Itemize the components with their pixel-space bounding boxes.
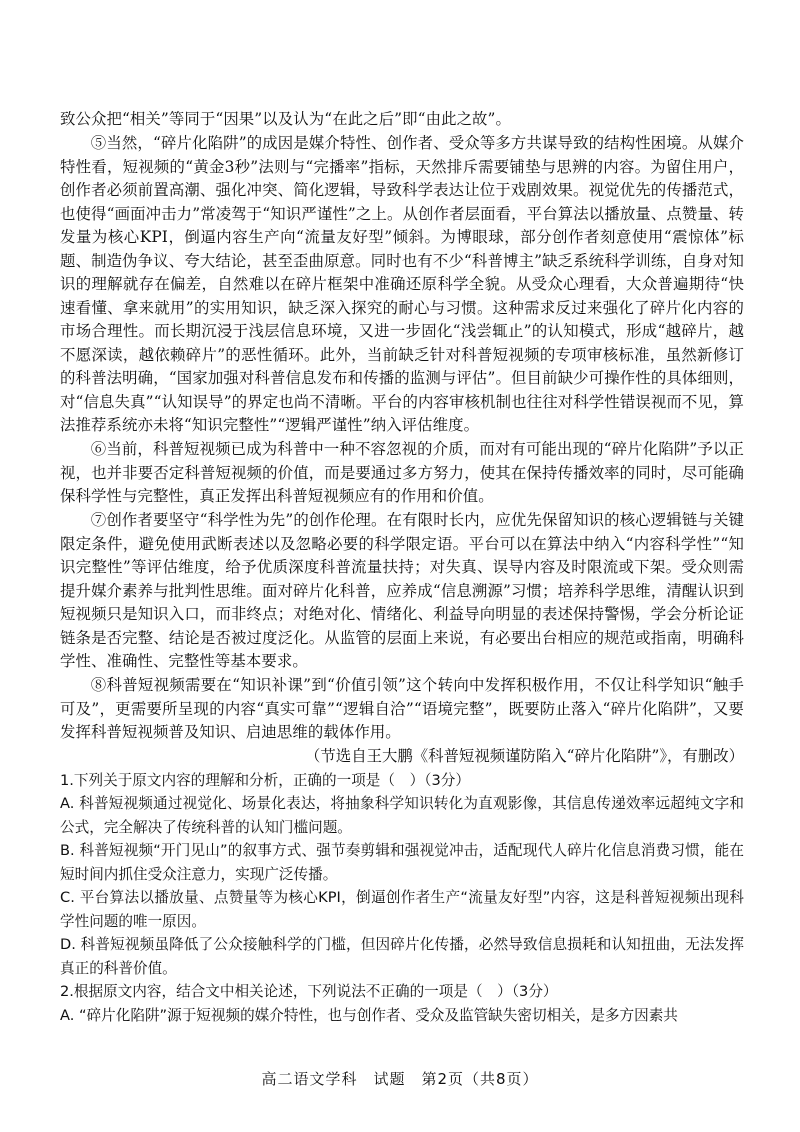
passage-paragraph-5: ⑤当然，“碎片化陷阱”的成因是媒介特性、创作者、受众等多方共谋导致的结构性困境。从媒介特性看，短视频的“黄金3秒”法则与“完播率”指标，天然排斥需要铺垫与思辨的内容。为留住用户，创作者必须前置高潮、强化冲突、简化逻辑，导致科学表达让位于戏剧效果。视觉优先的传播范式，也使得“画面冲击力”常凌驾于“知识严谨性”之上。从创作者层面看，平台算法以播放量、点赞量、转发量为核心KPI，倒逼内容生产向“流量友好型”倾斜。为博眼球，部分创作者刻意使用“震惊体”标题、制造伪争议、夸大结论，甚至歪曲原意。同时也有不少“科普博主”缺乏系统科学训练，自身对知识的理解就存在偏差，自然难以在碎片框架中准确还原科学全貌。从受众心理看，大众普遍期待“快速看懂、拿来就用”的实用知识，缺乏深入探究的耐心与习惯。这种需求反过来强化了碎片化内容的市场合理性。而长期沉浸于浅层信息环境，又进一步固化“浅尝辄止”的认知模式，形成“越碎片，越不愿深读，越依赖碎片”的恶性循环。此外，当前缺乏针对科普短视频的专项审核标准，虽然新修订的科普法明确，“国家加强对科普信息发布和传播的监测与评估”。但目前缺少可操作性的具体细则，对“信息失真”“认知误导”的界定也尚不清晰。平台的内容审核机制也往往对科学性错误视而不见，算法推荐系统亦未将“知识完整性”“逻辑严谨性”纳入评估维度。 (60, 134, 744, 434)
question-1-option-a: A. 科普短视频通过视觉化、场景化表达，将抽象科学知识转化为直观影像，其信息传递效率远超纯文字和公式，完全解决了传统科普的认知门槛问题。 (60, 795, 744, 836)
page-content (60, 108, 744, 1027)
passage-paragraph-7: ⑦创作者要坚守“科学性为先”的创作伦理。在有限时长内，应优先保留知识的核心逻辑链与关键限定条件，避免使用武断表述以及忽略必要的科学限定语。平台可以在算法中纳入“内容科学性”“知识完整性”等评估维度，给予优质深度科普流量扶持；对失真、误导内容及时限流或下架。受众则需提升媒介素养与批判性思维。面对碎片化科普，应养成“信息溯源”习惯；培养科学思维，清醒认识到短视频只是知识入口，而非终点；对绝对化、情绪化、利益导向明显的表述保持警惕，学会分析论证链条是否完整、结论是否被过度泛化。从监管的层面上来说，有必要出台相应的规范或指南，明确科学性、准确性、完整性等基本要求。 (60, 511, 744, 670)
question-1-option-b: B. 科普短视频“开门见山”的叙事方式、强节奏剪辑和强视觉冲击，适配现代人碎片化信息消费习惯，能在短时间内抓住受众注意力，实现广泛传播。 (60, 842, 744, 883)
question-1-option-c: C. 平台算法以播放量、点赞量等为核心KPI，倒逼创作者生产“流量友好型”内容，这是科普短视频出现科学性问题的唯一原因。 (60, 889, 744, 930)
question-2-stem: 2.根据原文内容，结合文中相关论述，下列说法不正确的一项是（ ）（3分） (60, 983, 558, 1000)
passage-intro-tail: 致公众把“相关”等同于“因果”以及认为“在此之后”即“由此之故”。 (60, 110, 512, 128)
question-1-option-d: D. 科普短视频虽降低了公众接触科学的门槛，但因碎片化传播，必然导致信息损耗和认知扭曲，无法发挥真正的科普价值。 (60, 936, 744, 977)
question-1-stem: 1.下列关于原文内容的理解和分析，正确的一项是（ ）（3分） (60, 771, 470, 789)
question-2-option-a: A. “碎片化陷阱”源于短视频的媒介特性，也与创作者、受众及监管缺失密切相关，是多方因素共 (60, 1006, 678, 1024)
page-footer: 高二语文学科 试题 第2页（共8页） (261, 1070, 539, 1088)
passage-source: （节选自王大鹏《科普短视频谨防陷入“碎片化陷阱”》，有删改） (305, 747, 744, 765)
passage-paragraph-8: ⑧科普短视频需要在“知识补课”到“价值引领”这个转向中发挥积极作用，不仅让科学知识“触手可及”，更需要所呈现的内容“真实可靠”“逻辑自洽”“语境完整”，既要防止落入“碎片化陷阱”，又要发挥科普短视频普及知识、启迪思维的载体作用。 (60, 676, 744, 741)
passage-paragraph-6: ⑥当前，科普短视频已成为科普中一种不容忽视的介质，而对有可能出现的“碎片化陷阱”予以正视，也并非要否定科普短视频的价值，而是要通过多方努力，使其在保持传播效率的同时，尽可能确保科学性与完整性，真正发挥出科普短视频应有的作用和价值。 (60, 440, 744, 505)
